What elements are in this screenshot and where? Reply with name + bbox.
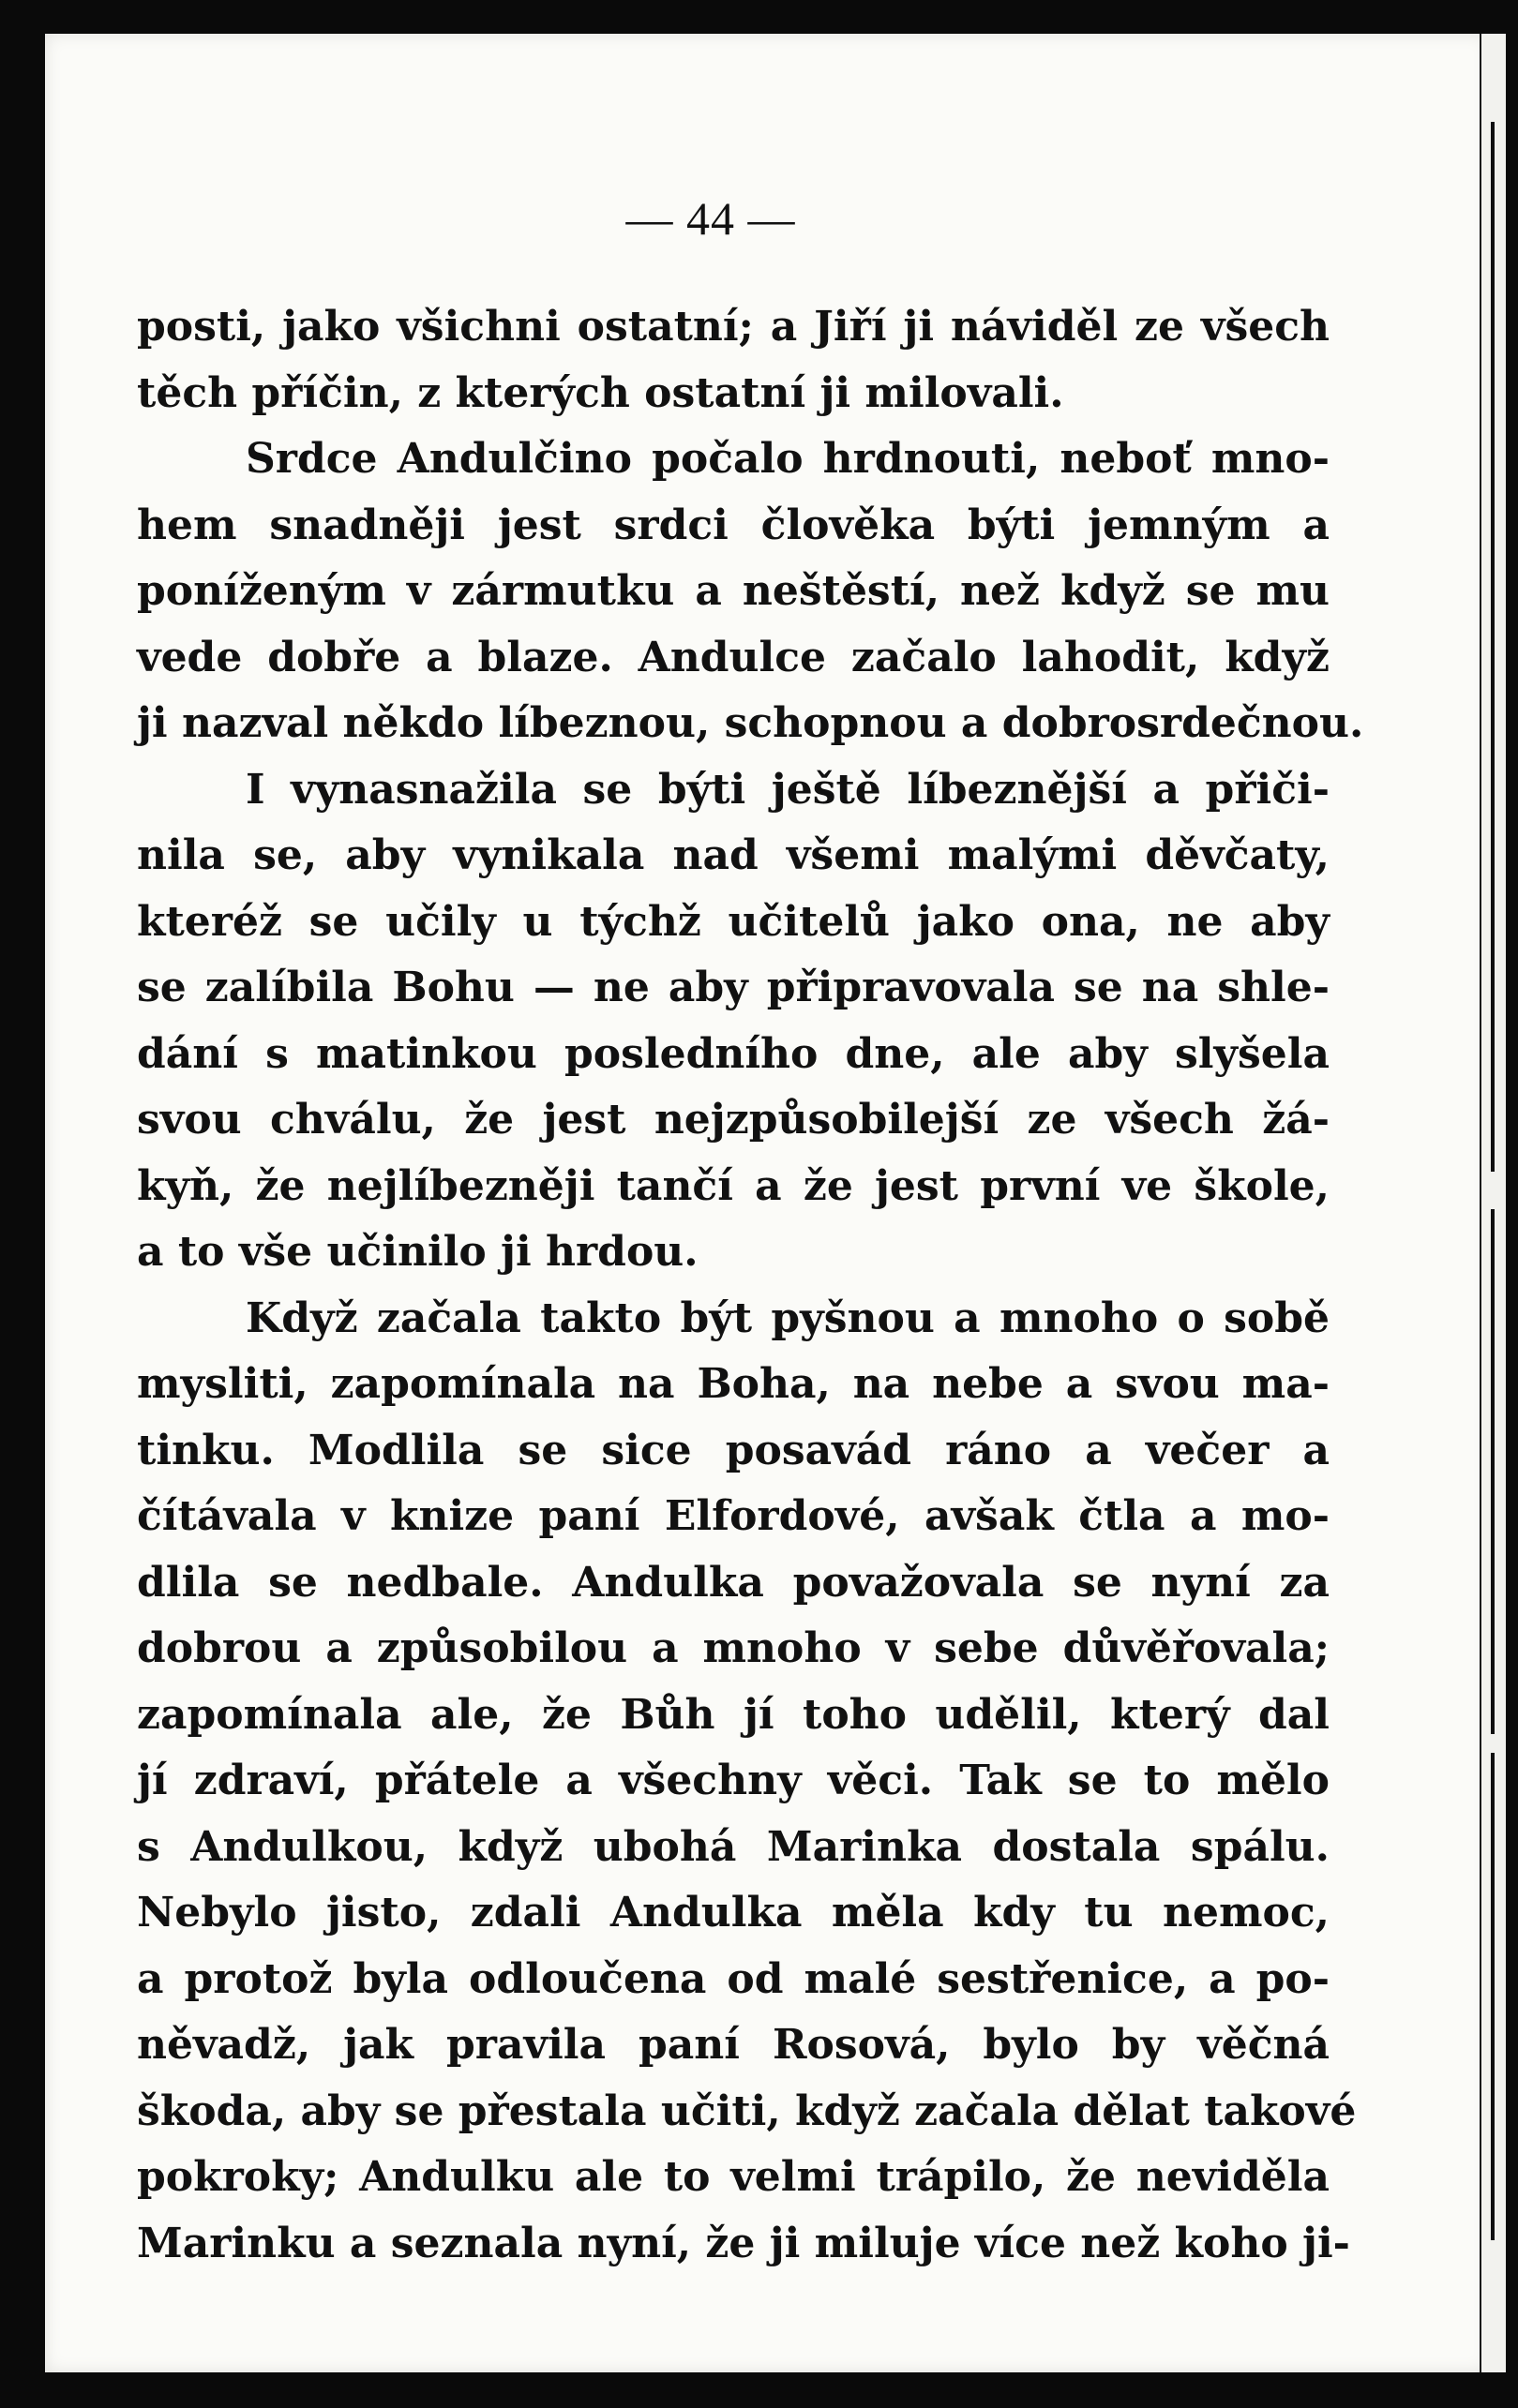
text-line: se zalíbila Bohu — ne aby připravovala se na shle- [137,964,1330,1011]
text-line: něvadž, jak pravila paní Rosová, bylo by věčná [137,2021,1330,2069]
edge-mark [1491,1209,1495,1734]
text-line: čítávala v knize paní Elfordové, avšak čtla a mo- [137,1492,1330,1540]
text-line: jí zdraví, přátele a všechny věci. Tak se to mělo [137,1757,1330,1804]
text-line: Marinku a seznala nyní, že ji miluje více než koho ji- [137,2219,1350,2267]
text-line: kyň, že nejlíbezněji tančí a že jest první ve škole, [137,1161,1330,1210]
text-line: Nebylo jisto, zdali Andulka měla kdy tu nemoc, [137,1889,1330,1937]
text-line: Když začala takto být pyšnou a mnoho o sobě [246,1294,1330,1342]
text-line: Srdce Andulčino počalo hrdnouti, neboť mno- [246,435,1330,483]
text-line: a to vše učinilo ji hrdou. [137,1228,699,1276]
text-line: dání s matinkou posledního dne, ale aby slyšela [137,1029,1330,1078]
text-line: těch příčin, z kterých ostatní ji milovali. [137,368,1064,417]
text-line: mysliti, zapomínala na Boha, na nebe a svou ma- [137,1360,1330,1408]
text-line: škoda, aby se přestala učiti, když začala dělat takové [137,2086,1357,2135]
page-number: — 44 — [625,192,796,245]
text-line: posti, jako všichni ostatní; a Jiří ji náviděl ze všech [137,303,1330,351]
text-line: s Andulkou, když ubohá Marinka dostala spálu. [137,1822,1330,1871]
text-line: dlila se nedbale. Andulka považovala se nyní za [137,1558,1330,1607]
text-line: I vynasnažila se býti ještě líbeznější a přiči- [246,765,1330,814]
text-line: svou chválu, že jest nejzpůsobilejší ze všech žá- [137,1096,1330,1144]
edge-mark [1491,122,1495,572]
text-line: vede dobře a blaze. Andulce začalo lahodit, když [137,633,1330,681]
text-line: pokroky; Andulku ale to velmi trápilo, že neviděla [137,2153,1330,2201]
text-line: poníženým v zármutku a neštěstí, než když se mu [137,567,1330,615]
text-line: ji nazval někdo líbeznou, schopnou a dobrosrdečnou. [137,699,1364,747]
text-line: a protož byla odloučena od malé sestřenice, a po- [137,1954,1330,2003]
text-line: kteréž se učily u týchž učitelů jako ona, ne aby [137,897,1330,946]
text-line: zapomínala ale, že Bůh jí toho udělil, který dal [137,1690,1330,1739]
book-page [45,34,1489,2372]
text-line: hem snadněji jest srdci člověka býti jemným a [137,501,1330,549]
text-line: dobrou a způsobilou a mnoho v sebe důvěřovala; [137,1624,1330,1672]
text-line: nila se, aby vynikala nad všemi malými děvčaty, [137,831,1330,879]
edge-mark [1491,1753,1495,2240]
edge-mark [1491,534,1495,1172]
text-line: tinku. Modlila se sice posavád ráno a večer a [137,1426,1330,1474]
body-text [137,294,1364,2277]
